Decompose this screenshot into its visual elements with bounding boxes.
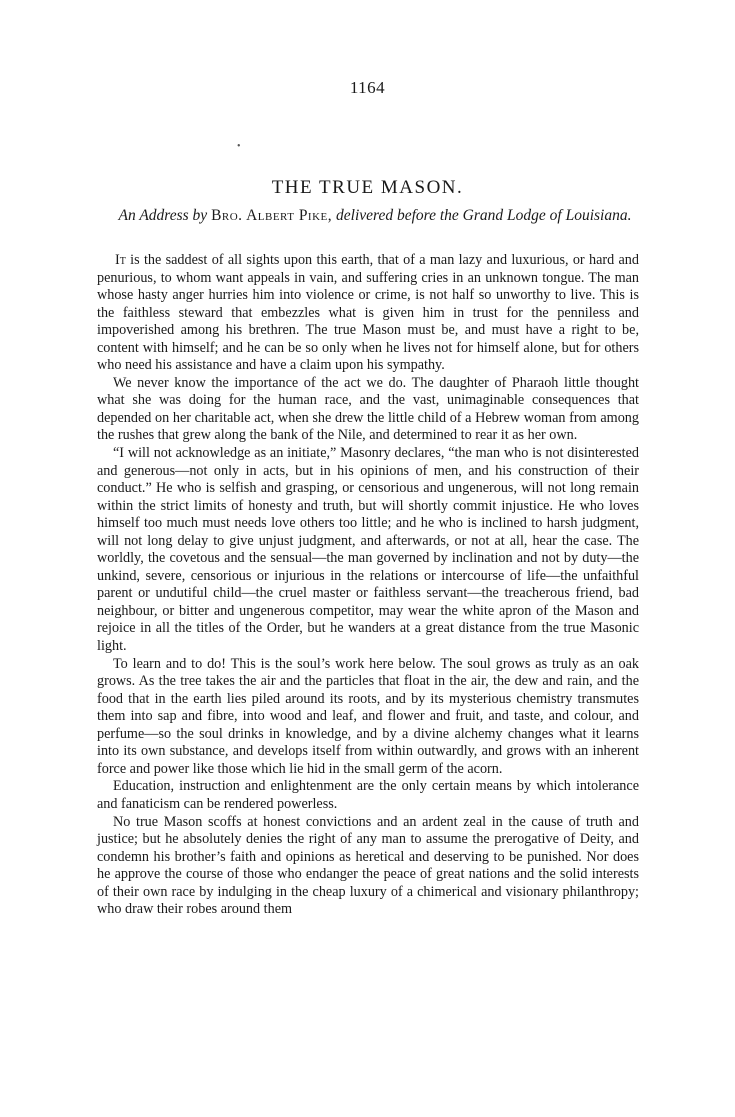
paragraph-1-lead: It [115, 252, 126, 268]
paragraph-3: “I will not acknowledge as an initiate,” Masonry declares, “the man who is not disinterested and generous—not only in acts, but in his opinions of men, and his construction of their conduct.” He who is selfish and grasping, or censorious and ungenerous, will not long remain within the strict limits of honesty and truth, but will shortly commit injustice. He who loves himself too much must needs love others too little; and he who is inclined to harsh judgment, will not long delay to give unjust judgment, and afterwards, or not at all, hear the case. The worldly, the covetous and the sensual—the man governed by inclination and not by duty—the unkind, severe, censorious or injurious in the relations or intercourse of life—the unfaithful parent or undutiful child—the cruel master or faithless servant—the treacherous friend, bad neighbour, or bitter and ungenerous competitor, may wear the white apron of the Mason and rejoice in all the titles of the Order, but he wanders at a great distance from the true Masonic light. [97, 445, 639, 655]
subtitle-suffix: delivered before the Grand Lodge of Louisiana. [332, 207, 632, 224]
article-title: THE TRUE MASON. [271, 177, 464, 198]
subtitle-author: Bro. Albert Pike, [211, 207, 333, 224]
paragraph-6: No true Mason scoffs at honest convictions and an ardent zeal in the cause of truth and justice; but he absolutely denies the right of any man to assume the prerogative of Deity, and condemn his brother’s faith and opinions as heretical and deserving to be punished. Nor does he approve the course of those who endanger the peace of great nations and the solid interests of their own race by indulging in the cheap luxury of a chimerical and visionary philanthropy; who draw their robes around them [97, 813, 639, 918]
article-subtitle [110, 205, 640, 227]
paragraph-1 [97, 252, 639, 375]
paragraph-2: We never know the importance of the act we do. The daughter of Pharaoh little thought what she was doing for the human race, and the vast, unimaginable consequences that depended on her charitable act, when she drew the little child of a Hebrew woman from among the rushes that grew along the bank of the Nile, and determined to rear it as her own. [97, 374, 639, 444]
article-body [97, 252, 639, 919]
page-number: 1164 [349, 78, 386, 97]
paragraph-1-text: is the saddest of all sights upon this earth, that of a man lazy and luxurious, or hard and penurious, to whom want appeals in vain, and suffering cries in an unknown tongue. The man whose hasty anger hurries him into violence or crime, is not half so unworthy to live. This is the faithless steward that embezzles what is given him in trust for the penniless and impoverished among his brethren. The true Mason must be, and must have a right to be, content with himself; and he can be so only when he lives not for himself alone, but for others who need his assistance and have a claim upon his sympathy. [97, 252, 639, 374]
paragraph-4: To learn and to do! This is the soul’s work here below. The soul grows as truly as an oak grows. As the tree takes the air and the particles that float in the air, the dew and rain, and the food that in the earth lies piled around its roots, and by its mysterious chemistry transmutes them into sap and fibre, into wood and leaf, and flower and fruit, and taste, and colour, and perfume—so the soul drinks in knowledge, and by a divine alchemy changes what it learns into its own substance, and develops itself from within outwardly, and grows with an inherent force and power like those which lie hid in the small germ of the acorn. [97, 655, 639, 777]
subtitle-prefix: An Address by [118, 207, 212, 224]
paragraph-5: Education, instruction and enlightenment are the only certain means by which intolerance and fanaticism can be rendered powerless. [97, 778, 639, 812]
print-speck: • [237, 141, 241, 152]
